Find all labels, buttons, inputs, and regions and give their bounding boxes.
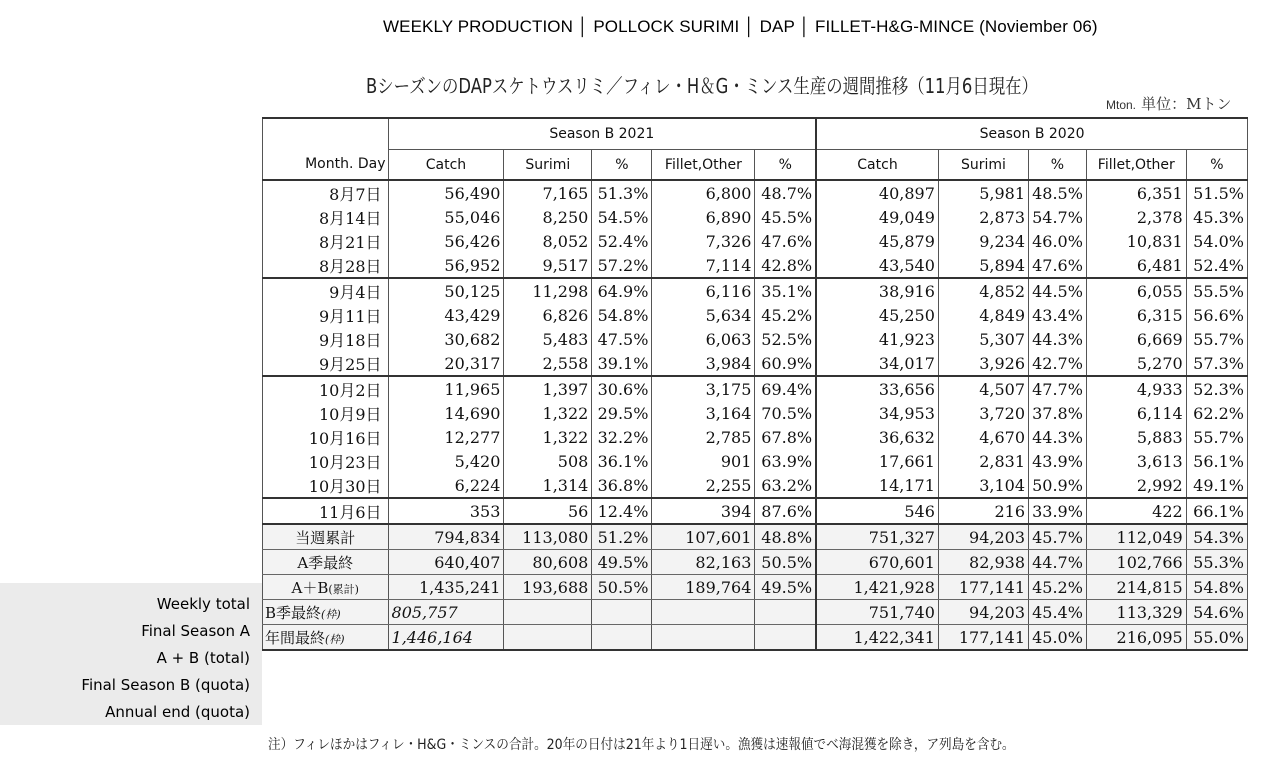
summary-label-note: (枠) [321,607,341,621]
week-value-cell: 40,897 [816,180,938,205]
week-row [263,180,1248,205]
summary-value-cell: 805,757 [388,600,504,625]
week-value-cell: 41,923 [816,327,938,351]
week-value-cell: 5,883 [1086,425,1186,449]
column-header: % [755,150,816,181]
week-date-cell: 9月11日 [263,303,389,327]
summary-value-cell [592,625,652,651]
season-2020-header: Season B 2020 [816,118,1247,150]
summary-value-cell: 45.2% [1029,575,1087,600]
week-value-cell: 546 [816,498,938,524]
production-table [262,117,1248,651]
header-corner [263,118,389,150]
summary-value-cell: 51.2% [592,524,652,550]
week-date-cell: 9月4日 [263,278,389,303]
summary-value-cell: 214,815 [1086,575,1186,600]
week-value-cell: 36.8% [592,473,652,498]
summary-value-cell: 1,446,164 [388,625,504,651]
week-value-cell: 50.9% [1029,473,1087,498]
week-value-cell: 48.5% [1029,180,1087,205]
week-value-cell: 353 [388,498,504,524]
week-value-cell: 47.5% [592,327,652,351]
week-value-cell: 35.1% [755,278,816,303]
summary-value-cell: 751,327 [816,524,938,550]
week-value-cell: 7,326 [652,229,755,253]
summary-label: A＋B [291,578,329,597]
week-value-cell: 29.5% [592,401,652,425]
summary-row [263,550,1248,575]
week-value-cell: 45.3% [1186,205,1247,229]
week-row [263,253,1248,278]
side-label: Annual end (quota) [105,703,250,721]
week-date-cell: 10月23日 [263,449,389,473]
week-value-cell: 10,831 [1086,229,1186,253]
week-row [263,327,1248,351]
summary-label-cell [263,600,389,625]
week-value-cell: 8,052 [504,229,592,253]
summary-value-cell: 94,203 [938,524,1028,550]
week-date-cell: 10月9日 [263,401,389,425]
week-value-cell: 55,046 [388,205,504,229]
summary-label: 当週累計 [295,528,356,547]
week-value-cell: 63.9% [755,449,816,473]
week-value-cell: 508 [504,449,592,473]
side-label: Weekly total [156,595,250,613]
summary-value-cell [504,625,592,651]
week-value-cell: 6,890 [652,205,755,229]
side-label: Final Season A [141,622,250,640]
column-header-row [263,150,1248,181]
week-value-cell: 37.8% [1029,401,1087,425]
week-value-cell: 3,175 [652,376,755,401]
week-value-cell: 45,250 [816,303,938,327]
unit-label [1106,93,1231,114]
summary-value-cell: 45.7% [1029,524,1087,550]
week-value-cell: 14,171 [816,473,938,498]
week-value-cell: 62.2% [1186,401,1247,425]
week-value-cell: 34,017 [816,351,938,376]
week-value-cell: 11,965 [388,376,504,401]
week-date-cell: 8月21日 [263,229,389,253]
week-value-cell: 2,785 [652,425,755,449]
summary-value-cell: 193,688 [504,575,592,600]
week-value-cell: 1,314 [504,473,592,498]
page-header: WEEKLY PRODUCTION │ POLLOCK SURIMI │ DAP │ FILLET-H&G-MINCE (Noviember 06) [383,17,1098,36]
week-value-cell: 2,992 [1086,473,1186,498]
week-value-cell: 2,873 [938,205,1028,229]
summary-value-cell [755,600,816,625]
summary-value-cell: 44.7% [1029,550,1087,575]
column-header: % [1029,150,1087,181]
summary-row [263,625,1248,651]
week-value-cell: 47.6% [1029,253,1087,278]
week-value-cell: 3,926 [938,351,1028,376]
week-value-cell: 6,315 [1086,303,1186,327]
week-value-cell: 6,224 [388,473,504,498]
summary-label: B季最終 [265,603,322,622]
week-row [263,498,1248,524]
summary-label-cell [263,625,389,651]
week-value-cell: 70.5% [755,401,816,425]
column-header: Surimi [938,150,1028,181]
week-value-cell: 54.5% [592,205,652,229]
week-value-cell: 52.4% [1186,253,1247,278]
summary-label: A季最終 [297,553,354,572]
summary-value-cell: 55.3% [1186,550,1247,575]
week-value-cell: 55.5% [1186,278,1247,303]
summary-value-cell: 49.5% [592,550,652,575]
week-value-cell: 4,849 [938,303,1028,327]
week-value-cell: 43,540 [816,253,938,278]
summary-value-cell: 640,407 [388,550,504,575]
week-date-cell: 10月16日 [263,425,389,449]
week-value-cell: 6,800 [652,180,755,205]
week-value-cell: 5,270 [1086,351,1186,376]
week-value-cell: 6,669 [1086,327,1186,351]
week-row [263,376,1248,401]
season-2021-header: Season B 2021 [388,118,816,150]
week-value-cell: 3,984 [652,351,755,376]
week-value-cell: 1,322 [504,425,592,449]
week-value-cell: 4,852 [938,278,1028,303]
week-value-cell: 44.5% [1029,278,1087,303]
week-value-cell: 3,613 [1086,449,1186,473]
footnote: 注）フィレほかはフィレ・H&G・ミンスの合計。20年の日付は21年より1日遅い。漁獲は速報値でベ海混獲を除き，ア列島を含む。 [268,737,1015,753]
summary-label-cell [263,524,389,550]
week-value-cell: 42.7% [1029,351,1087,376]
week-value-cell: 5,894 [938,253,1028,278]
summary-value-cell: 112,049 [1086,524,1186,550]
week-value-cell: 2,558 [504,351,592,376]
week-value-cell: 6,351 [1086,180,1186,205]
week-value-cell: 394 [652,498,755,524]
week-value-cell: 6,114 [1086,401,1186,425]
week-value-cell: 56,952 [388,253,504,278]
unit-label-jp: 単位：Mトン [1141,95,1232,113]
summary-value-cell: 1,421,928 [816,575,938,600]
season-header-row [263,118,1248,150]
week-value-cell: 47.7% [1029,376,1087,401]
week-row [263,278,1248,303]
week-value-cell: 66.1% [1186,498,1247,524]
summary-value-cell: 794,834 [388,524,504,550]
week-value-cell: 54.8% [592,303,652,327]
week-value-cell: 64.9% [592,278,652,303]
week-value-cell: 67.8% [755,425,816,449]
week-value-cell: 55.7% [1186,327,1247,351]
week-value-cell: 54.7% [1029,205,1087,229]
week-value-cell: 6,063 [652,327,755,351]
week-value-cell: 422 [1086,498,1186,524]
week-date-cell: 8月14日 [263,205,389,229]
week-value-cell: 46.0% [1029,229,1087,253]
week-value-cell: 5,483 [504,327,592,351]
column-header: Fillet,Other [652,150,755,181]
week-value-cell: 56 [504,498,592,524]
week-value-cell: 56,490 [388,180,504,205]
summary-label: 年間最終 [265,628,326,647]
week-value-cell: 6,116 [652,278,755,303]
summary-label-note: (枠) [325,632,345,646]
week-value-cell: 51.3% [592,180,652,205]
column-header: Surimi [504,150,592,181]
week-date-cell: 9月25日 [263,351,389,376]
summary-value-cell: 670,601 [816,550,938,575]
week-value-cell: 34,953 [816,401,938,425]
week-value-cell: 56.1% [1186,449,1247,473]
table-title: BシーズンのDAPスケトウスリミ／フィレ・H＆G・ミンス生産の週間推移（11月6日現在） [366,74,1038,98]
summary-value-cell: 177,141 [938,625,1028,651]
summary-label-cell [263,575,389,600]
week-value-cell: 87.6% [755,498,816,524]
summary-value-cell [592,600,652,625]
summary-row [263,524,1248,550]
week-value-cell: 30.6% [592,376,652,401]
week-value-cell: 44.3% [1029,327,1087,351]
week-value-cell: 2,378 [1086,205,1186,229]
summary-value-cell: 48.8% [755,524,816,550]
week-value-cell: 44.3% [1029,425,1087,449]
week-value-cell: 3,720 [938,401,1028,425]
week-row [263,401,1248,425]
week-value-cell: 12,277 [388,425,504,449]
week-value-cell: 7,165 [504,180,592,205]
week-value-cell: 33,656 [816,376,938,401]
summary-value-cell: 45.4% [1029,600,1087,625]
week-value-cell: 2,831 [938,449,1028,473]
week-value-cell: 47.6% [755,229,816,253]
week-date-cell: 10月30日 [263,473,389,498]
week-value-cell: 6,481 [1086,253,1186,278]
week-value-cell: 43.9% [1029,449,1087,473]
column-header: Catch [816,150,938,181]
week-value-cell: 12.4% [592,498,652,524]
week-value-cell: 45.2% [755,303,816,327]
summary-value-cell: 107,601 [652,524,755,550]
summary-value-cell: 55.0% [1186,625,1247,651]
week-value-cell: 14,690 [388,401,504,425]
week-value-cell: 4,670 [938,425,1028,449]
week-value-cell: 60.9% [755,351,816,376]
week-row [263,205,1248,229]
week-value-cell: 5,420 [388,449,504,473]
summary-value-cell: 1,435,241 [388,575,504,600]
week-value-cell: 4,933 [1086,376,1186,401]
side-label: Final Season B (quota) [81,676,250,694]
summary-label-cell [263,550,389,575]
summary-row [263,575,1248,600]
week-value-cell: 901 [652,449,755,473]
week-value-cell: 54.0% [1186,229,1247,253]
summary-label-note: (累計) [328,582,359,596]
week-value-cell: 45,879 [816,229,938,253]
week-value-cell: 56.6% [1186,303,1247,327]
column-header: Fillet,Other [1086,150,1186,181]
side-label: A + B (total) [156,649,250,667]
week-value-cell: 43,429 [388,303,504,327]
week-value-cell: 2,255 [652,473,755,498]
week-value-cell: 30,682 [388,327,504,351]
week-value-cell: 3,164 [652,401,755,425]
summary-value-cell: 113,080 [504,524,592,550]
week-value-cell: 5,981 [938,180,1028,205]
week-value-cell: 9,234 [938,229,1028,253]
week-value-cell: 5,307 [938,327,1028,351]
week-value-cell: 9,517 [504,253,592,278]
week-value-cell: 17,661 [816,449,938,473]
summary-value-cell [652,600,755,625]
week-row [263,303,1248,327]
week-value-cell: 36.1% [592,449,652,473]
week-row [263,351,1248,376]
week-value-cell: 3,104 [938,473,1028,498]
week-value-cell: 42.8% [755,253,816,278]
week-row [263,425,1248,449]
summary-value-cell: 82,938 [938,550,1028,575]
summary-value-cell: 54.8% [1186,575,1247,600]
summary-value-cell: 50.5% [592,575,652,600]
summary-value-cell: 177,141 [938,575,1028,600]
summary-value-cell: 94,203 [938,600,1028,625]
week-value-cell: 55.7% [1186,425,1247,449]
summary-value-cell: 113,329 [1086,600,1186,625]
week-value-cell: 48.7% [755,180,816,205]
week-value-cell: 52.3% [1186,376,1247,401]
week-row [263,229,1248,253]
week-value-cell: 1,397 [504,376,592,401]
week-value-cell: 38,916 [816,278,938,303]
week-value-cell: 39.1% [592,351,652,376]
week-value-cell: 11,298 [504,278,592,303]
week-value-cell: 52.4% [592,229,652,253]
week-value-cell: 49.1% [1186,473,1247,498]
week-value-cell: 50,125 [388,278,504,303]
summary-value-cell [504,600,592,625]
column-header: % [592,150,652,181]
unit-label-en: Mton. [1106,98,1137,112]
week-value-cell: 32.2% [592,425,652,449]
summary-value-cell [755,625,816,651]
week-value-cell: 49,049 [816,205,938,229]
week-value-cell: 5,634 [652,303,755,327]
summary-value-cell: 189,764 [652,575,755,600]
summary-value-cell: 1,422,341 [816,625,938,651]
week-value-cell: 33.9% [1029,498,1087,524]
summary-value-cell: 50.5% [755,550,816,575]
week-value-cell: 63.2% [755,473,816,498]
summary-value-cell: 102,766 [1086,550,1186,575]
week-value-cell: 43.4% [1029,303,1087,327]
week-value-cell: 20,317 [388,351,504,376]
column-header-date: Month. Day [263,150,389,181]
week-value-cell: 36,632 [816,425,938,449]
week-value-cell: 51.5% [1186,180,1247,205]
week-date-cell: 9月18日 [263,327,389,351]
week-value-cell: 216 [938,498,1028,524]
summary-value-cell: 54.6% [1186,600,1247,625]
week-value-cell: 57.2% [592,253,652,278]
column-header: % [1186,150,1247,181]
summary-value-cell [652,625,755,651]
week-value-cell: 4,507 [938,376,1028,401]
week-value-cell: 69.4% [755,376,816,401]
summary-value-cell: 216,095 [1086,625,1186,651]
week-date-cell: 8月7日 [263,180,389,205]
week-row [263,449,1248,473]
summary-value-cell: 45.0% [1029,625,1087,651]
week-value-cell: 1,322 [504,401,592,425]
summary-value-cell: 49.5% [755,575,816,600]
week-row [263,473,1248,498]
week-value-cell: 57.3% [1186,351,1247,376]
week-value-cell: 6,055 [1086,278,1186,303]
summary-row [263,600,1248,625]
week-value-cell: 45.5% [755,205,816,229]
week-date-cell: 10月2日 [263,376,389,401]
summary-value-cell: 80,608 [504,550,592,575]
summary-value-cell: 82,163 [652,550,755,575]
week-value-cell: 7,114 [652,253,755,278]
week-date-cell: 8月28日 [263,253,389,278]
column-header: Catch [388,150,504,181]
week-date-cell: 11月6日 [263,498,389,524]
week-value-cell: 6,826 [504,303,592,327]
summary-value-cell: 54.3% [1186,524,1247,550]
week-value-cell: 8,250 [504,205,592,229]
week-value-cell: 56,426 [388,229,504,253]
week-value-cell: 52.5% [755,327,816,351]
summary-value-cell: 751,740 [816,600,938,625]
